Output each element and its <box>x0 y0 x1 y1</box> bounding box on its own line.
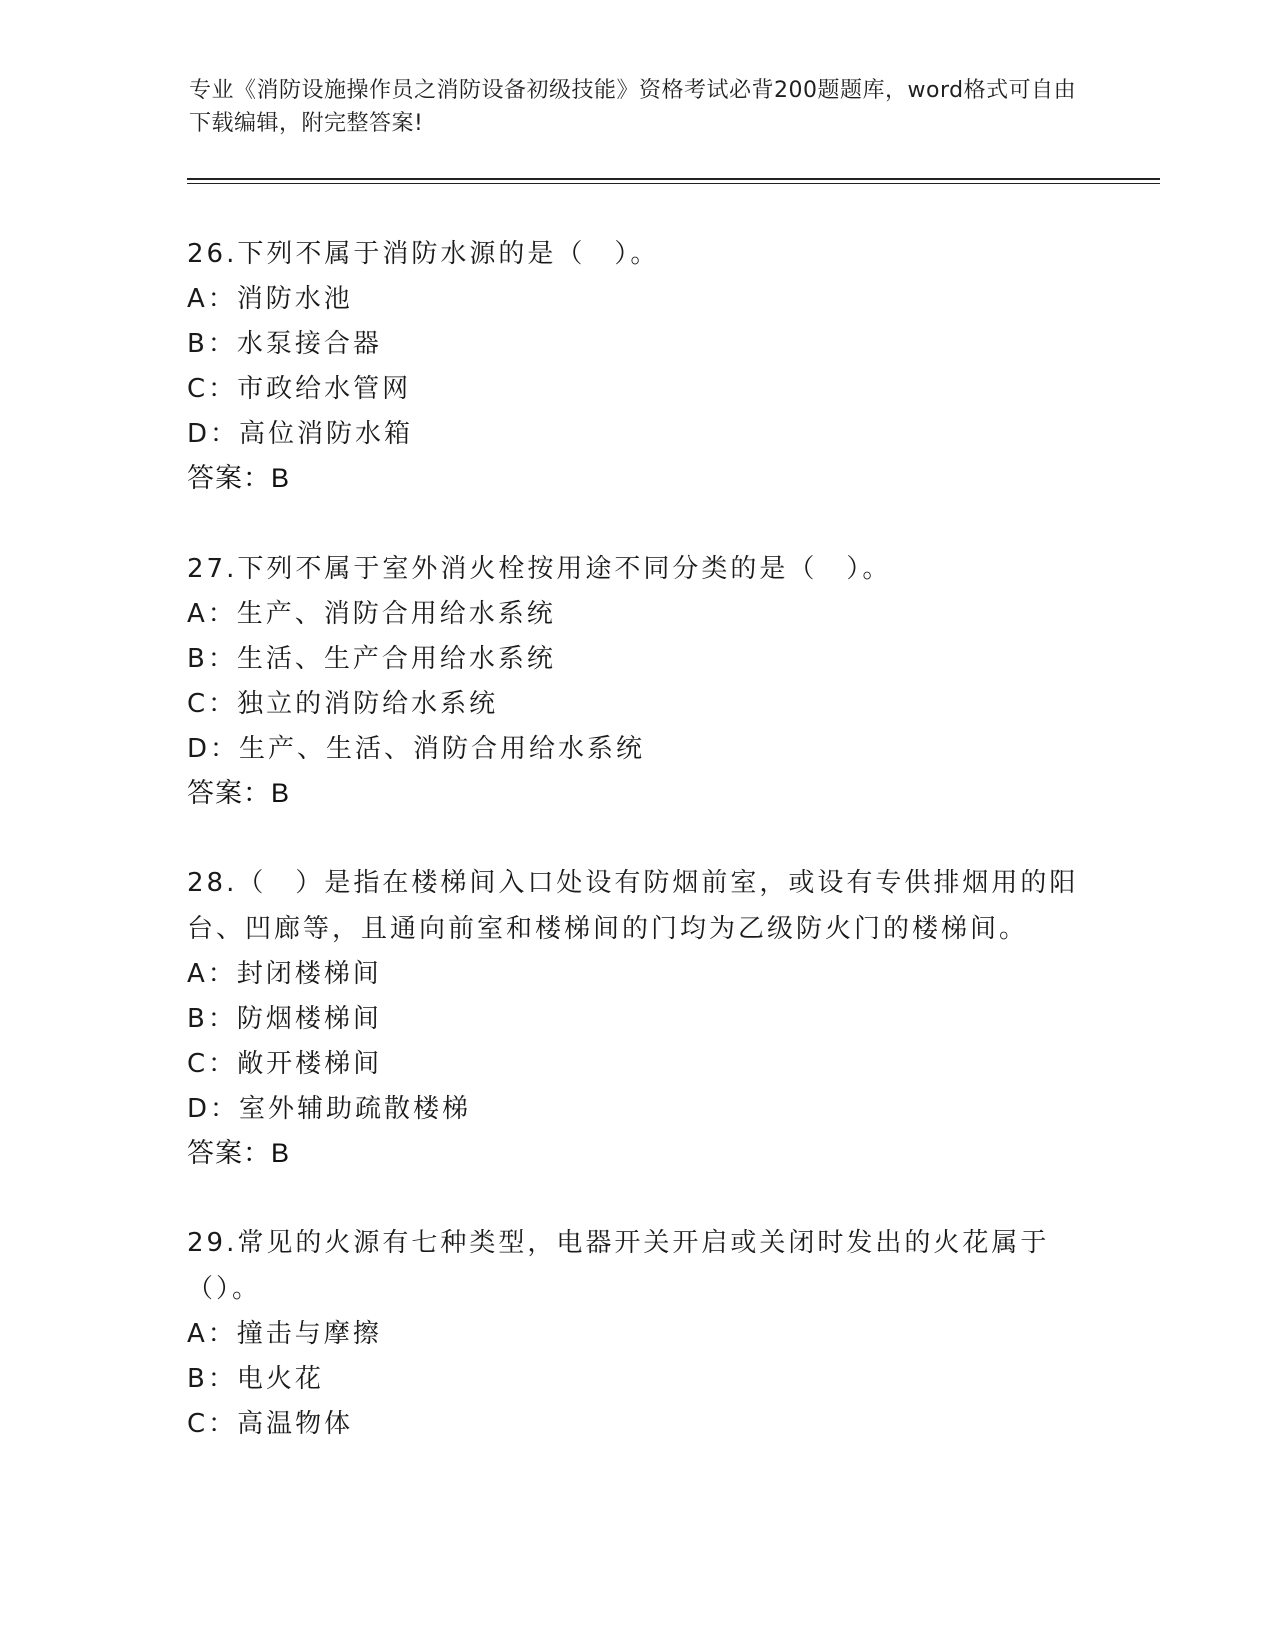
question-28-option-a: A：封闭楼梯间 <box>187 959 382 989</box>
question-27-stem: 27.下列不属于室外消火栓按用途不同分类的是（ ）。 <box>187 554 892 584</box>
question-29-option-a: A：撞击与摩擦 <box>187 1319 382 1349</box>
question-27-option-b: B：生活、生产合用给水系统 <box>187 644 556 674</box>
question-28-option-d: D：室外辅助疏散楼梯 <box>187 1094 472 1124</box>
question-26-stem: 26.下列不属于消防水源的是（ ）。 <box>187 239 660 269</box>
question-28-option-b: B：防烟楼梯间 <box>187 1004 382 1034</box>
header-divider <box>187 178 1160 180</box>
question-27-option-a: A：生产、消防合用给水系统 <box>187 599 556 629</box>
document-header: 专业《消防设施操作员之消防设备初级技能》资格考试必背200题题库，word格式可自由下载编辑，附完整答案! <box>189 78 1077 136</box>
question-28-option-c: C：敞开楼梯间 <box>187 1049 383 1079</box>
question-27-option-c: C：独立的消防给水系统 <box>187 689 499 719</box>
question-26-option-b: B：水泵接合器 <box>187 329 382 359</box>
question-27-option-d: D：生产、生活、消防合用给水系统 <box>187 734 646 764</box>
question-29-option-c: C：高温物体 <box>187 1409 354 1439</box>
header-divider-thin <box>187 183 1160 184</box>
question-26-option-c: C：市政给水管网 <box>187 374 412 404</box>
question-26-answer: 答案：B <box>187 463 291 493</box>
question-26-option-a: A：消防水池 <box>187 284 353 314</box>
question-28-stem: 28.（ ）是指在楼梯间入口处设有防烟前室，或设有专供排烟用的阳台、凹廊等，且通向前室和楼梯间的门均为乙级防火门的楼梯间。 <box>187 868 1079 944</box>
question-29-option-b: B：电火花 <box>187 1364 324 1394</box>
question-27-answer: 答案：B <box>187 778 291 808</box>
question-26-option-d: D：高位消防水箱 <box>187 419 414 449</box>
question-29-stem: 29.常见的火源有七种类型，电器开关开启或关闭时发出的火花属于（）。 <box>187 1228 1050 1304</box>
question-28-answer: 答案：B <box>187 1138 291 1168</box>
